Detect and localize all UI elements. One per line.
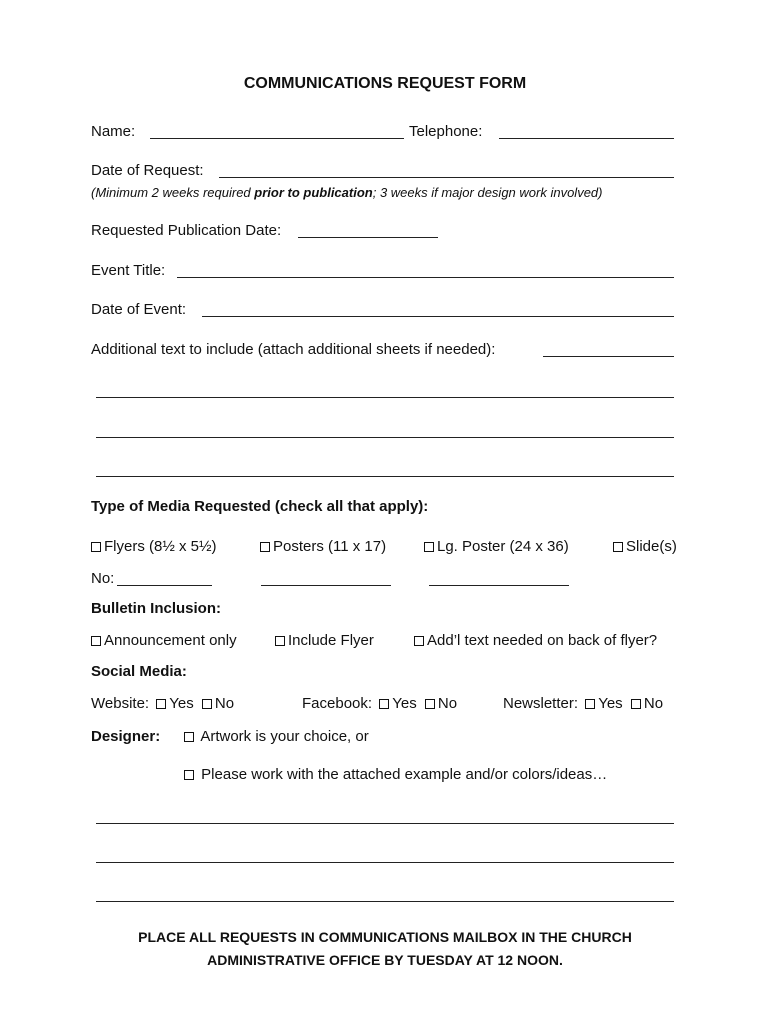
bulletin-option-announcement[interactable]: Announcement only [91,633,237,648]
yes-label: Yes [392,695,417,712]
additional-text-line-4 [96,476,674,477]
designer-notes-line-2 [96,862,674,863]
quantity-line-posters [261,585,391,586]
designer-notes-field-2[interactable] [96,846,674,862]
name-label: Name: [91,123,136,140]
yes-label: Yes [598,695,623,712]
designer-notes-line-3 [96,901,674,902]
newsletter-yes-checkbox[interactable] [585,699,595,709]
date-of-event-line [202,316,674,317]
date-of-event-field[interactable] [202,300,674,316]
quantity-field-posters[interactable] [261,569,391,585]
facebook-no-checkbox[interactable] [425,699,435,709]
website-label: Website: [91,695,150,712]
no-label: No [214,695,235,712]
website-yes-checkbox[interactable] [156,699,166,709]
yes-label: Yes [169,695,194,712]
designer-option-example[interactable]: Please work with the attached example and/or colors/ideas… [184,767,607,782]
media-option-flyers[interactable]: Flyers (8½ x 5½) [91,539,217,554]
bulletin-option-addl-text[interactable]: Add’l text needed on back of flyer? [414,633,657,648]
checkbox[interactable] [184,732,194,742]
checkbox[interactable] [91,636,101,646]
additional-text-field[interactable] [543,340,674,356]
media-heading: Type of Media Requested (check all that apply): [91,498,429,515]
footer-line-1: PLACE ALL REQUESTS IN COMMUNICATIONS MAILBOX IN THE CHURCH [138,929,632,945]
date-of-request-field[interactable] [219,161,674,177]
checkbox[interactable] [424,542,434,552]
designer-notes-field-3[interactable] [96,885,674,901]
website-group [91,696,234,711]
facebook-label: Facebook: [302,695,373,712]
additional-text-field-3[interactable] [96,421,674,437]
additional-text-line [543,356,674,357]
publication-date-label: Requested Publication Date: [91,222,282,239]
date-of-request-line [219,177,674,178]
footer-instructions [0,926,770,972]
no-label: No [437,695,458,712]
bulletin-option-include-flyer[interactable]: Include Flyer [275,633,374,648]
event-title-line [177,277,674,278]
quantity-line-lg-poster [429,585,569,586]
date-of-request-label: Date of Request: [91,162,204,179]
date-of-event-label: Date of Event: [91,301,187,318]
media-option-posters[interactable]: Posters (11 x 17) [260,539,386,554]
quantity-field-lg-poster[interactable] [429,569,569,585]
telephone-line [499,138,674,139]
quantity-field-flyers[interactable] [117,569,212,585]
media-option-lg-poster[interactable]: Lg. Poster (24 x 36) [424,539,569,554]
publication-date-field[interactable] [298,221,438,237]
quantity-label: No: [91,570,115,587]
request-note: (Minimum 2 weeks required prior to publication; 3 weeks if major design work involved) [91,185,603,200]
event-title-field[interactable] [177,261,674,277]
form-title: COMMUNICATIONS REQUEST FORM [243,75,527,92]
checkbox[interactable] [91,542,101,552]
additional-text-field-2[interactable] [96,381,674,397]
name-line [150,138,404,139]
designer-notes-field-1[interactable] [96,807,674,823]
checkbox[interactable] [275,636,285,646]
media-option-slides[interactable]: Slide(s) [613,539,677,554]
newsletter-group [503,696,663,711]
facebook-group [302,696,457,711]
checkbox[interactable] [184,770,194,780]
facebook-yes-checkbox[interactable] [379,699,389,709]
additional-text-line-2 [96,397,674,398]
checkbox[interactable] [414,636,424,646]
checkbox[interactable] [613,542,623,552]
telephone-field[interactable] [499,122,674,138]
publication-date-line [298,237,438,238]
event-title-label: Event Title: [91,262,166,279]
designer-notes-line-1 [96,823,674,824]
website-no-checkbox[interactable] [202,699,212,709]
newsletter-no-checkbox[interactable] [631,699,641,709]
footer-line-2: ADMINISTRATIVE OFFICE BY TUESDAY AT 12 NOON. [207,952,563,968]
no-label: No [643,695,664,712]
social-heading: Social Media: [91,663,187,680]
designer-option-choice[interactable]: Artwork is your choice, or [184,729,369,744]
additional-text-label: Additional text to include (attach additional sheets if needed): [91,341,496,358]
checkbox[interactable] [260,542,270,552]
additional-text-field-4[interactable] [96,460,674,476]
designer-label: Designer: [91,728,161,745]
telephone-label: Telephone: [409,123,483,140]
quantity-line-flyers [117,585,212,586]
additional-text-line-3 [96,437,674,438]
name-field[interactable] [150,122,404,138]
bulletin-heading: Bulletin Inclusion: [91,600,221,617]
newsletter-label: Newsletter: [503,695,579,712]
